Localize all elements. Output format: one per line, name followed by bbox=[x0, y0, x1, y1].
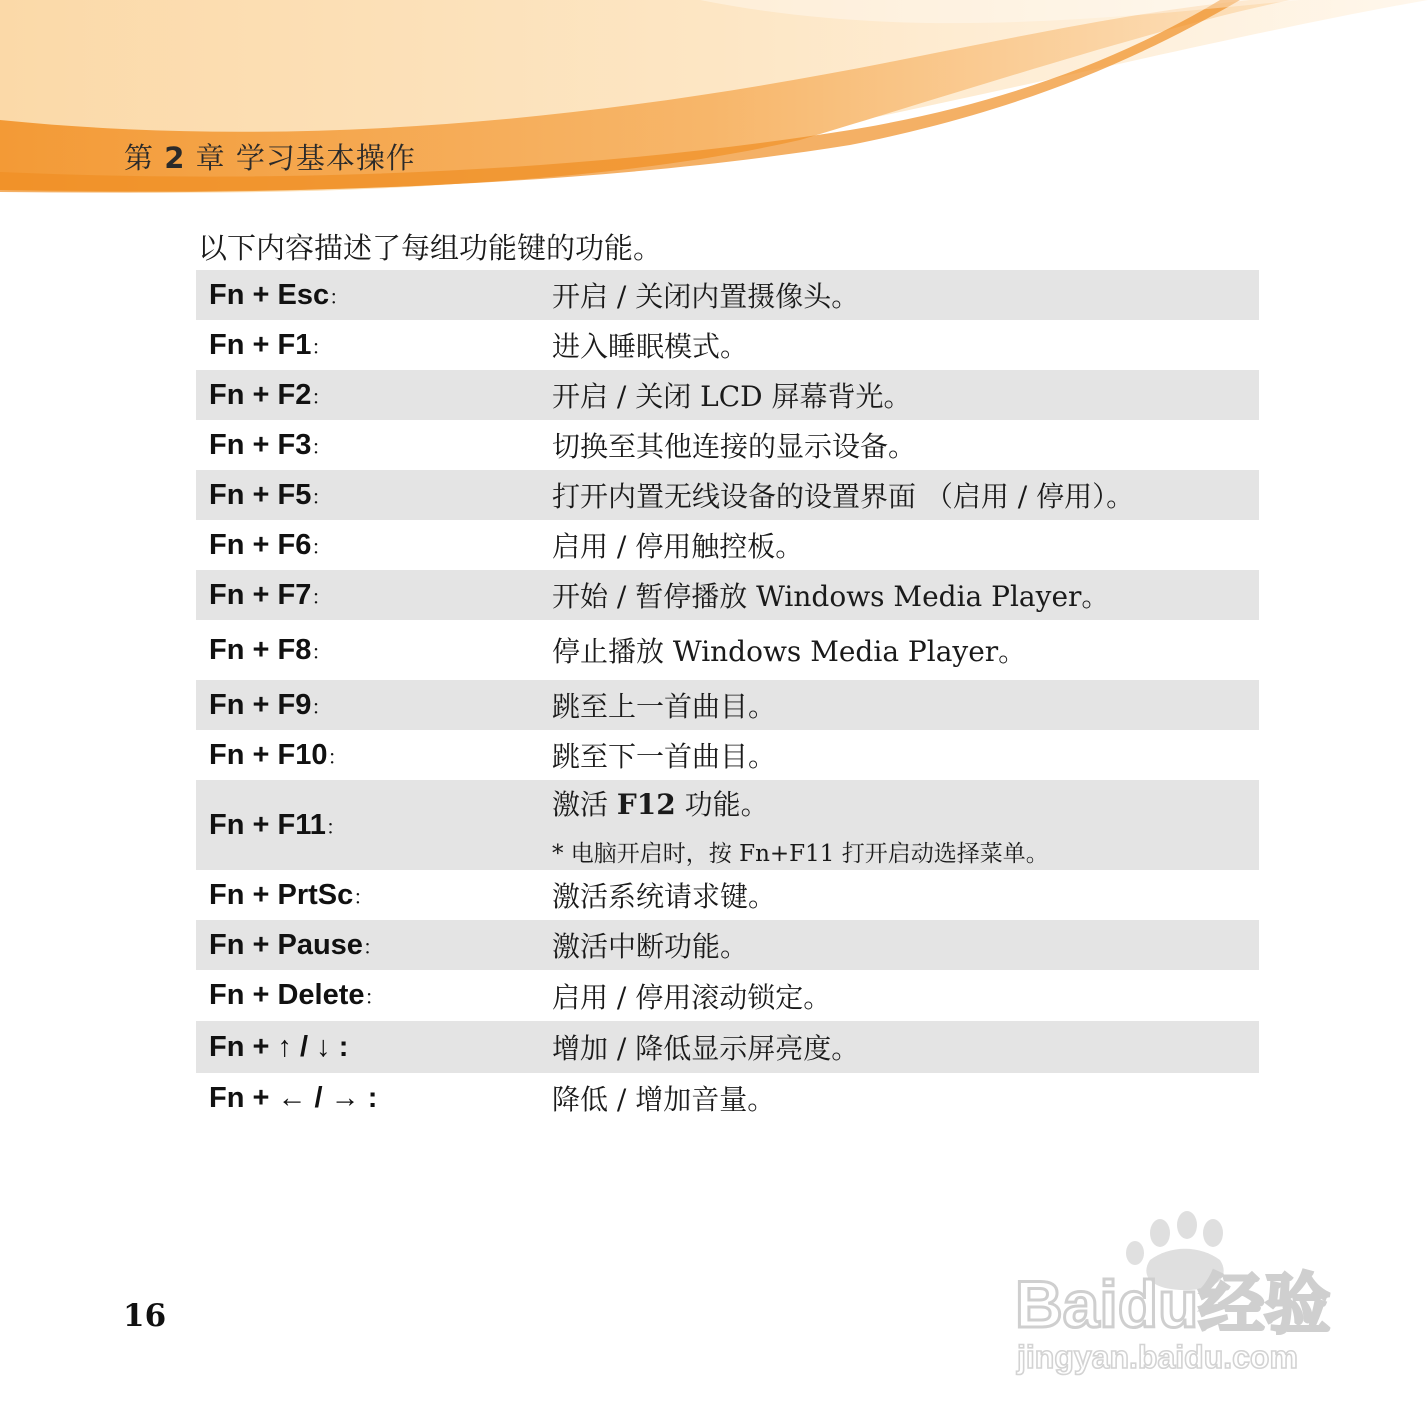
key-description: 进入睡眠模式。 bbox=[552, 330, 749, 363]
table-row bbox=[196, 470, 1259, 520]
key-combo: Fn + F5： bbox=[209, 478, 332, 511]
key-combo: Fn + ← / → : bbox=[209, 1081, 378, 1114]
table-row bbox=[196, 420, 1259, 470]
key-description: 切换至其他连接的显示设备。 bbox=[552, 430, 917, 463]
key-description: 降低 / 增加音量。 bbox=[552, 1083, 776, 1116]
key-description: 启用 / 停用触控板。 bbox=[552, 530, 804, 563]
key-combo: Fn + F10： bbox=[209, 738, 348, 771]
table-row bbox=[196, 870, 1259, 920]
chapter-prefix: 第 bbox=[124, 141, 155, 175]
table-row bbox=[196, 1073, 1259, 1123]
table-row bbox=[196, 570, 1259, 620]
key-combo: Fn + F2： bbox=[209, 378, 332, 411]
chapter-number: 2 bbox=[164, 141, 186, 175]
table-row bbox=[196, 730, 1259, 780]
key-description: 开始 / 暂停播放 Windows Media Player。 bbox=[552, 580, 1110, 613]
key-description: 开启 / 关闭 LCD 屏幕背光。 bbox=[552, 380, 912, 413]
key-description: 开启 / 关闭内置摄像头。 bbox=[552, 280, 860, 313]
desc-note: * 电脑开启时，按 Fn+F11 打开启动选择菜单。 bbox=[552, 840, 1049, 867]
key-combo: Fn + F11： bbox=[209, 808, 346, 841]
chapter-title bbox=[124, 136, 416, 177]
watermark-url: jingyan.baidu.com bbox=[1017, 1339, 1298, 1375]
key-description bbox=[552, 783, 1259, 868]
intro-text: 以下内容描述了每组功能键的功能。 bbox=[198, 231, 663, 265]
key-description: 打开内置无线设备的设置界面 （启用 / 停用）。 bbox=[552, 480, 1135, 513]
key-combo: Fn + F9： bbox=[209, 688, 332, 721]
table-row bbox=[196, 970, 1259, 1021]
key-description: 跳至上一首曲目。 bbox=[552, 690, 777, 723]
key-combo: Fn + PrtSc： bbox=[209, 878, 374, 911]
table-row bbox=[196, 920, 1259, 970]
key-combo: Fn + F7： bbox=[209, 578, 332, 611]
desc-text: 激活 bbox=[552, 787, 609, 821]
key-combo: Fn + F1： bbox=[209, 328, 332, 361]
key-combo: Fn + ↑ / ↓ : bbox=[209, 1030, 349, 1063]
chapter-name: 章 学习基本操作 bbox=[195, 141, 416, 175]
baidu-jingyan-watermark bbox=[1005, 1205, 1350, 1380]
function-key-table bbox=[196, 270, 1259, 1123]
key-combo: Fn + F6： bbox=[209, 528, 332, 561]
key-combo: Fn + F8： bbox=[209, 633, 332, 666]
key-description: 激活系统请求键。 bbox=[552, 880, 777, 913]
key-description: 跳至下一首曲目。 bbox=[552, 740, 777, 773]
table-row bbox=[196, 680, 1259, 730]
table-row bbox=[196, 780, 1259, 870]
page-number: 16 bbox=[123, 1298, 167, 1334]
table-row bbox=[196, 1021, 1259, 1073]
table-row bbox=[196, 520, 1259, 570]
key-description: 增加 / 降低显示屏亮度。 bbox=[552, 1032, 860, 1065]
table-row bbox=[196, 320, 1259, 370]
desc-text: 功能。 bbox=[684, 787, 769, 821]
key-description: 停止播放 Windows Media Player。 bbox=[552, 635, 1027, 668]
desc-key: F12 bbox=[616, 787, 676, 821]
key-combo: Fn + F3： bbox=[209, 428, 332, 461]
watermark-logo: Baidu经验 bbox=[1015, 1267, 1331, 1341]
table-row bbox=[196, 370, 1259, 420]
key-description: 激活中断功能。 bbox=[552, 930, 749, 963]
key-description: 启用 / 停用滚动锁定。 bbox=[552, 980, 832, 1014]
table-row bbox=[196, 270, 1259, 320]
key-combo: Fn + Pause： bbox=[209, 928, 383, 961]
table-row bbox=[196, 620, 1259, 680]
key-combo: Fn + Delete： bbox=[209, 979, 385, 1011]
key-combo: Fn + Esc： bbox=[209, 278, 350, 311]
